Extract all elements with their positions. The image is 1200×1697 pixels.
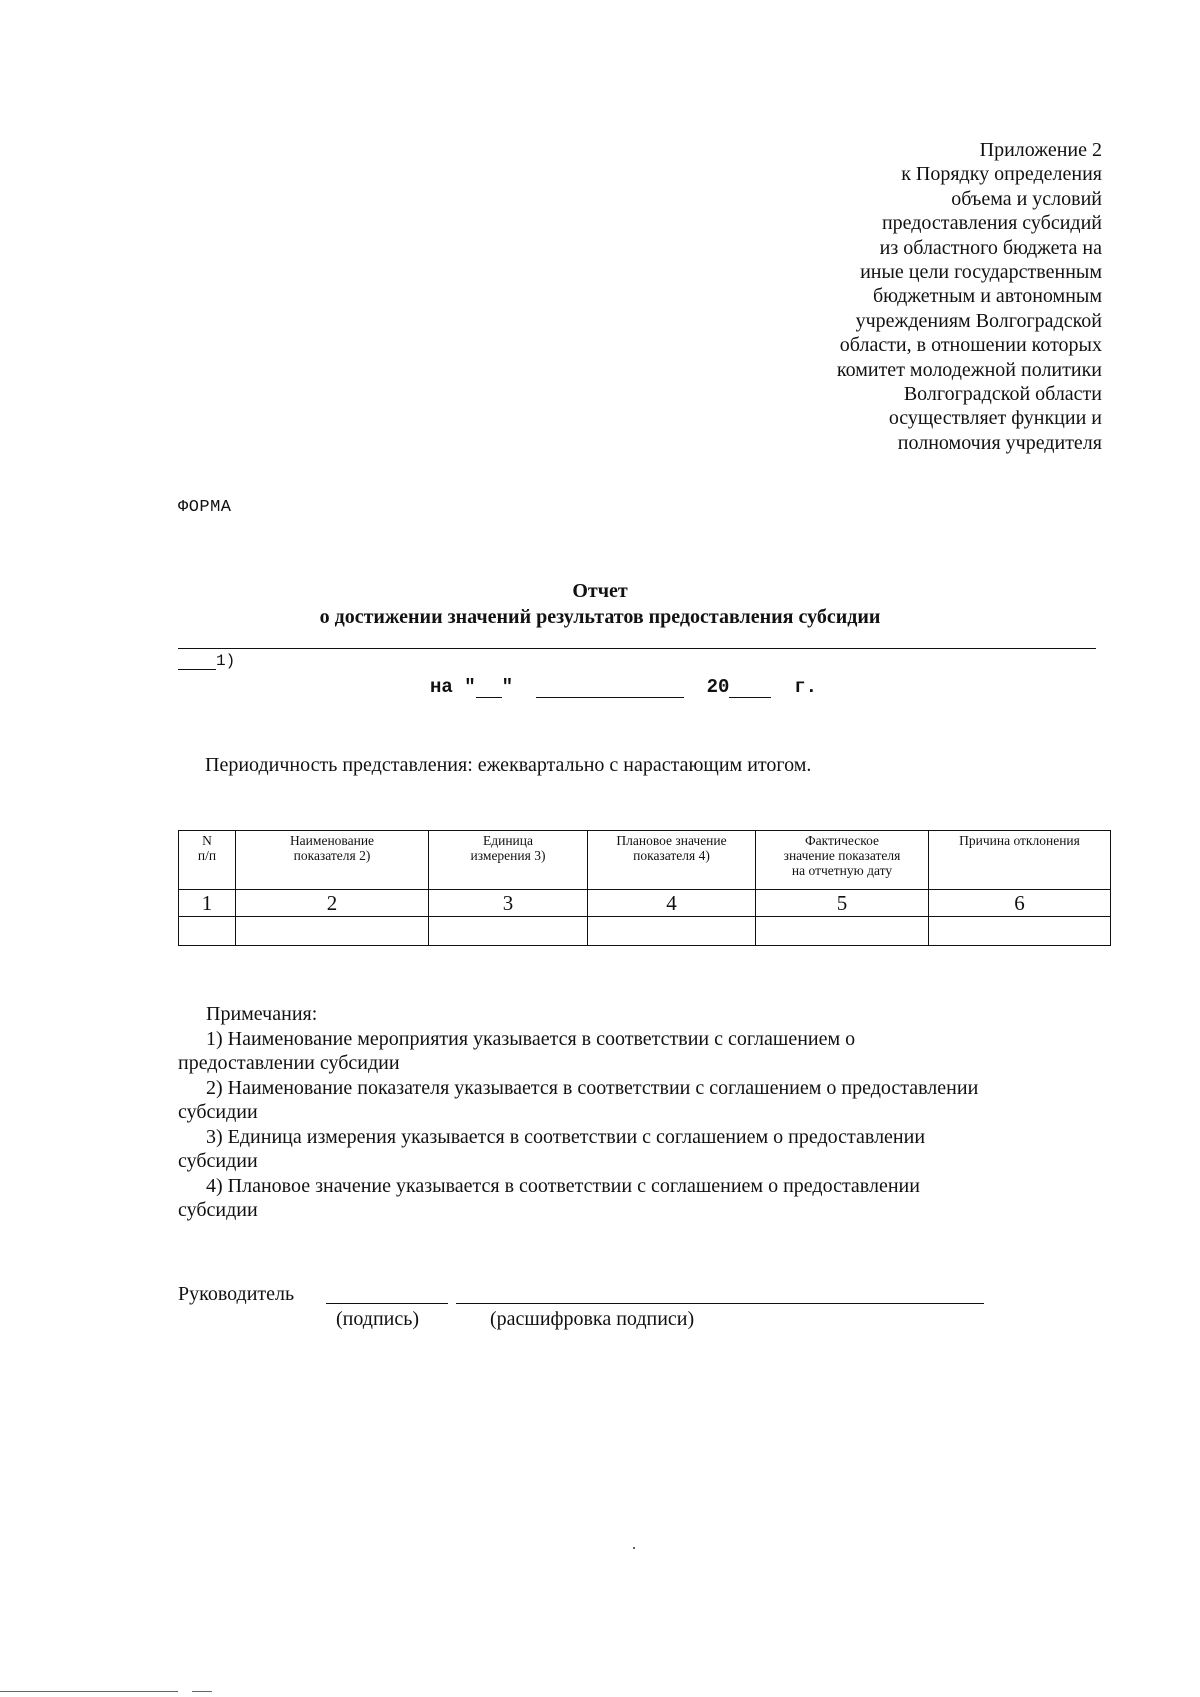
header-number: N п/п [179,831,236,890]
date-line [430,676,817,698]
column-number-cell: 4 [588,890,756,917]
header-deviation-reason: Причина отклонения [929,831,1111,890]
appendix-line: предоставления субсидий [881,212,1102,235]
signature-label: Руководитель [178,1283,295,1305]
report-title [0,578,1200,630]
appendix-line: из областного бюджета на [879,236,1102,259]
year-prefix: 20 [706,676,730,698]
note-item-continuation: субсидии [178,1199,258,1221]
column-number-cell: 1 [179,890,236,917]
scan-dot [633,1547,635,1549]
table-row-column-numbers [179,890,1111,917]
appendix-line: комитет молодежной политики [836,358,1102,381]
note-item-line: 1) Наименование мероприятия указывается в соответствии с соглашением о [206,1027,856,1050]
appendix-line: полномочия учредителя [897,431,1102,454]
appendix-line: объема и условий [951,187,1102,210]
bottom-rule [192,1691,212,1692]
report-table [178,830,1111,946]
title-underline [178,648,1096,649]
appendix-header [642,138,1102,455]
table-cell[interactable] [179,917,236,946]
year-field[interactable] [729,679,771,698]
appendix-line: иные цели государственным [860,261,1102,284]
table-cell[interactable] [929,917,1111,946]
table-row [179,917,1111,946]
note-item-continuation: субсидии [178,1150,258,1172]
header-unit: Единица измерения 3) [429,831,588,890]
header-actual-value: Фактическое значение показателя на отчетную дату [756,831,929,890]
note-item-line: 4) Плановое значение указывается в соответствии с соглашением о предоставлении [206,1174,920,1197]
signature-caption: (подпись) [336,1308,420,1330]
periodicity-text: Периодичность представления: ежеквартально с нарастающим итогом. [205,754,812,776]
signature-decode-field[interactable] [456,1303,984,1304]
table-header-row [179,831,1111,890]
header-planned-value: Плановое значение показателя 4) [588,831,756,890]
note-item-line: 3) Единица измерения указывается в соответствии с соглашением о предоставлении [206,1125,926,1148]
form-label: ФОРМА [178,498,232,517]
note-item-continuation: субсидии [178,1101,258,1123]
date-prefix: на [430,676,453,698]
column-number-cell: 3 [429,890,588,917]
header-indicator-name: Наименование показателя 2) [236,831,429,890]
appendix-line: области, в отношении которых [839,334,1102,357]
table-cell[interactable] [588,917,756,946]
appendix-line: осуществляет функции и [888,407,1102,430]
footnote-marker [178,652,235,670]
column-number-cell: 2 [236,890,429,917]
column-number-cell: 5 [756,890,929,917]
note-item-line: 2) Наименование показателя указывается в соответствии с соглашением о предоставлении [206,1076,979,1099]
table-cell[interactable] [236,917,429,946]
note-item-continuation: предоставлении субсидии [178,1052,400,1074]
column-number-cell: 6 [929,890,1111,917]
appendix-line: бюджетным и автономным [872,285,1102,308]
title-line-1: Отчет [572,580,628,602]
notes-section [178,1002,1100,1223]
quote-open: " [464,676,476,698]
year-suffix: г. [794,676,818,698]
bottom-rule [0,1691,178,1692]
appendix-line: Волгоградской области [903,383,1102,406]
table-cell[interactable] [756,917,929,946]
appendix-line: Приложение 2 [979,139,1102,161]
signature-field[interactable] [326,1303,448,1304]
appendix-line: к Порядку определения [901,163,1102,186]
notes-heading: Примечания: [206,1003,318,1025]
title-line-2: о достижении значений результатов предоставления субсидии [319,606,881,628]
appendix-line: учреждениям Волгоградской [855,309,1102,332]
quote-close: " [501,676,514,698]
footnote-number: 1) [216,652,236,670]
signature-decode-caption: (расшифровка подписи) [490,1308,695,1330]
day-field[interactable] [476,679,502,698]
blank-field[interactable] [178,653,216,670]
month-field[interactable] [536,679,684,698]
table-cell[interactable] [429,917,588,946]
